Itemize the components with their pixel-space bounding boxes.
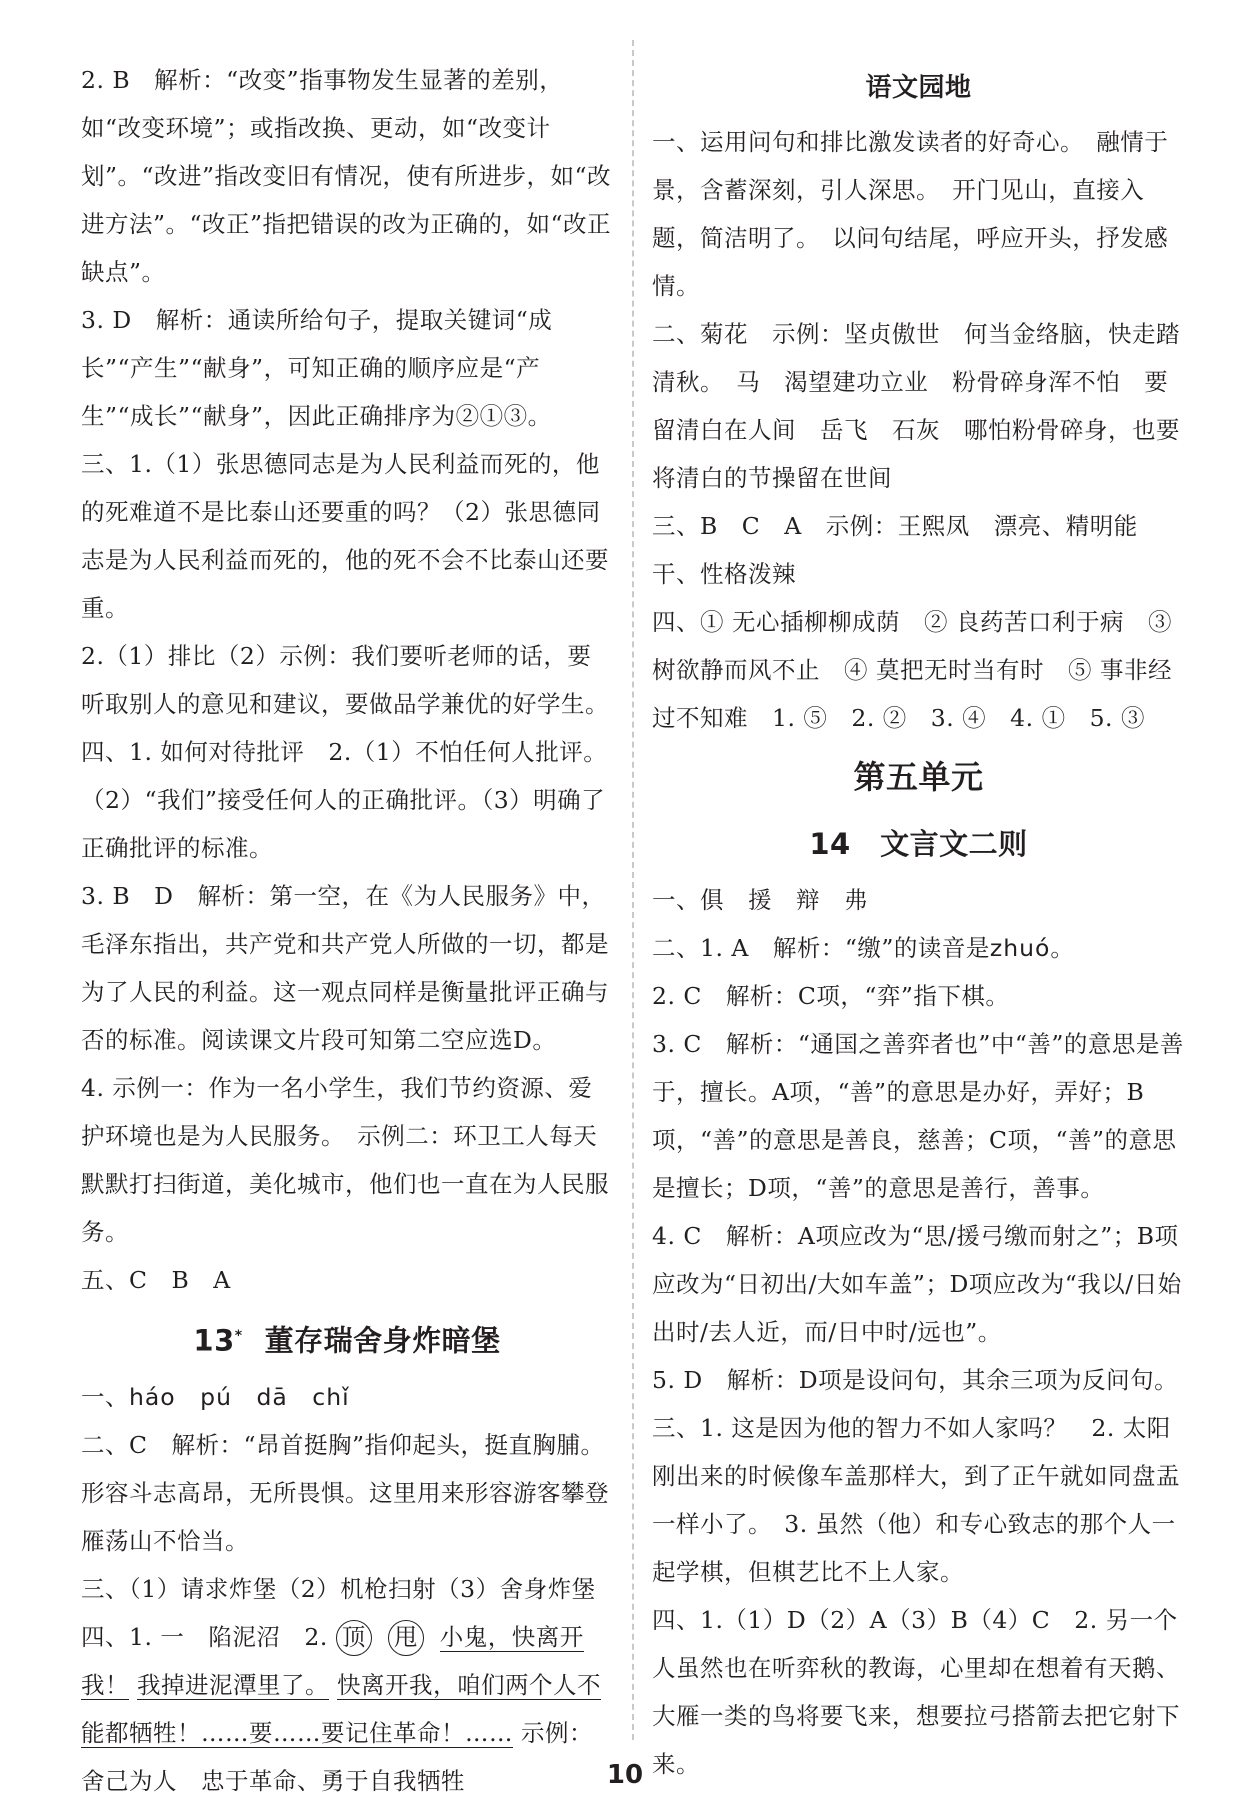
lesson14-section-2-1 [652,924,1185,972]
answer-section-3-1: 三、1.（1）张思德同志是为人民利益而死的，他的死难道不是比泰山还要重的吗？（2）张思德同志是为人民利益而死的，他的死不会不比泰山还要重。 [81,450,609,622]
garden-section-1: 一、运用问句和排比激发读者的好奇心。 融情于景，含蓄深刻，引人深思。 开门见山，直接入题，简洁明了。 以问句结尾，呼应开头，抒发感情。 [652,128,1169,300]
underlined-quote-1: 小鬼，快离开我！ [81,1622,584,1699]
lesson14-section-2-4: 4. C 解析：A项应改为“思/援弓缴而射之”；B项应改为“日初出/大如车盖”；D项应改为“我以/日始出时/去人近，而/日中时/远也”。 [652,1222,1182,1346]
lesson-13-star: * [234,1328,243,1344]
lesson13-section-1 [81,1373,613,1421]
answer-2-b: 2. B 解析：“改变”指事物发生显著的差别，如“改变环境”；或指改换、更动，如“改变计划”。“改进”指改变旧有情况，使有所进步，如“改进方法”。“改正”指把错误的改为正确的，如“改正缺点”。 [81,66,612,286]
underlined-quote-2: 我掉进泥潭里了。 [136,1670,329,1699]
column-divider [632,40,634,1740]
underlined-quote-3: 快离开我，咱们两个人不能都牺牲！……要……要记住革命！…… [81,1670,601,1747]
garden-section-3: 三、B C A 示例：王熙凤 漂亮、精明能干、性格泼辣 [652,512,1138,588]
lesson14-section-2-2: 2. C 解析：C项，“弈”指下棋。 [652,982,1010,1010]
right-column [652,56,1185,1788]
unit-5-heading: 第五单元 [853,758,984,796]
lesson14-pinyin: zhuó [989,934,1051,962]
lesson-13-title: 董存瑞舍身炸暗堡 [264,1323,501,1358]
answer-section-4-3: 3. B D 解析：第一空，在《为人民服务》中，毛泽东指出，共产党和共产党人所做的一切，都是为了人民的利益。这一观点同样是衡量批评正确与否的标准。阅读课文片段可知第二空应选D。 [81,882,609,1054]
garden-section-4: 四、① 无心插柳柳成荫 ② 良药苦口利于病 ③ 树欲静而风不止 ④ 莫把无时当有时 ⑤ 事非经过不知难 1. ⑤ 2. ② 3. ④ 4. ① 5. ③ [652,608,1172,732]
lesson13-section-1-label: 一、 [81,1382,129,1411]
answer-section-3-2: 2.（1）排比（2）示例：我们要听老师的话，要听取别人的意见和建议，要做品学兼优的好学生。 [81,642,609,718]
lesson-14-heading: 14 文言文二则 [809,827,1028,861]
circled-char-shuai: 甩 [388,1620,424,1656]
lesson14-section-2-5: 5. D 解析：D项是设问句，其余三项为反问句。 [652,1366,1179,1394]
lesson14-section-1: 一、俱 援 辩 弗 [652,886,868,914]
lesson13-pinyin: háo pú dā chǐ [129,1382,350,1411]
lesson14-section-2-1-text: 二、1. A 解析：“缴”的读音是 [652,934,990,962]
answer-section-4-4: 4. 示例一：作为一名小学生，我们节约资源、爱护环境也是为人民服务。 示例二：环卫工人每天默默打扫街道，美化城市，他们也一直在为人民服务。 [81,1074,609,1246]
answer-3-d: 3. D 解析：通读所给句子，提取关键词“成长”“产生”“献身”，可知正确的顺序应是“产生”“成长”“献身”，因此正确排序为②①③。 [81,306,553,430]
lesson-13-number: 13 [193,1323,235,1358]
circled-char-ding: 顶 [336,1620,372,1656]
lesson13-section-2: 二、C 解析：“昂首挺胸”指仰起头，挺直胸脯。形容斗志高昂，无所畏惧。这里用来形容游客攀登雁荡山不恰当。 [81,1430,609,1555]
lesson14-section-3: 三、1. 这是因为他的智力不如人家吗？ 2. 太阳刚出来的时候像车盖那样大，到了正午就如同盘盂一样小了。 3. 虽然（他）和专心致志的那个人一起学棋，但棋艺比不上人家。 [652,1414,1180,1586]
lesson13-section-3: 三、（1）请求炸堡（2）机枪扫射（3）舍身炸堡 [81,1574,596,1603]
lesson-13-heading [81,1304,613,1373]
chinese-garden-heading: 语文园地 [865,73,972,103]
lesson14-section-2-1-end: 。 [1050,934,1075,962]
answer-section-4-1: 四、1. 如何对待批评 2.（1）不怕任何人批评。（2）“我们”接受任何人的正确批评。（3）明确了正确批评的标准。 [81,738,608,862]
garden-section-2: 二、菊花 示例：坚贞傲世 何当金络脑，快走踏清秋。 马 渴望建功立业 粉骨碎身浑不怕 要留清白在人间 岳飞 石灰 哪怕粉骨碎身，也要将清白的节操留在世间 [652,320,1180,492]
lesson13-section-4-example: 示例：舍己为人 忠于革命、勇于自我牺牲 [81,1718,593,1795]
lesson13-section-4-lead: 四、1. 一 陷泥沼 2. [81,1622,328,1651]
lesson14-section-2-3: 3. C 解析：“通国之善弈者也”中“善”的意思是善于，擅长。A项，“善”的意思是办好，弄好；B项，“善”的意思是善良，慈善；C项，“善”的意思是擅长；D项，“善”的意思是善行，善事。 [652,1030,1184,1202]
lesson14-section-4: 四、1.（1）D（2）A（3）B（4）C 2. 另一个人虽然也在听弈秋的教诲，心里却在想着有天鹅、大雁一类的鸟将要飞来，想要拉弓搭箭去把它射下来。 [652,1606,1180,1778]
answer-section-5: 五、C B A [81,1266,231,1294]
page-number: 10 [606,1760,644,1790]
left-column [81,56,613,1805]
